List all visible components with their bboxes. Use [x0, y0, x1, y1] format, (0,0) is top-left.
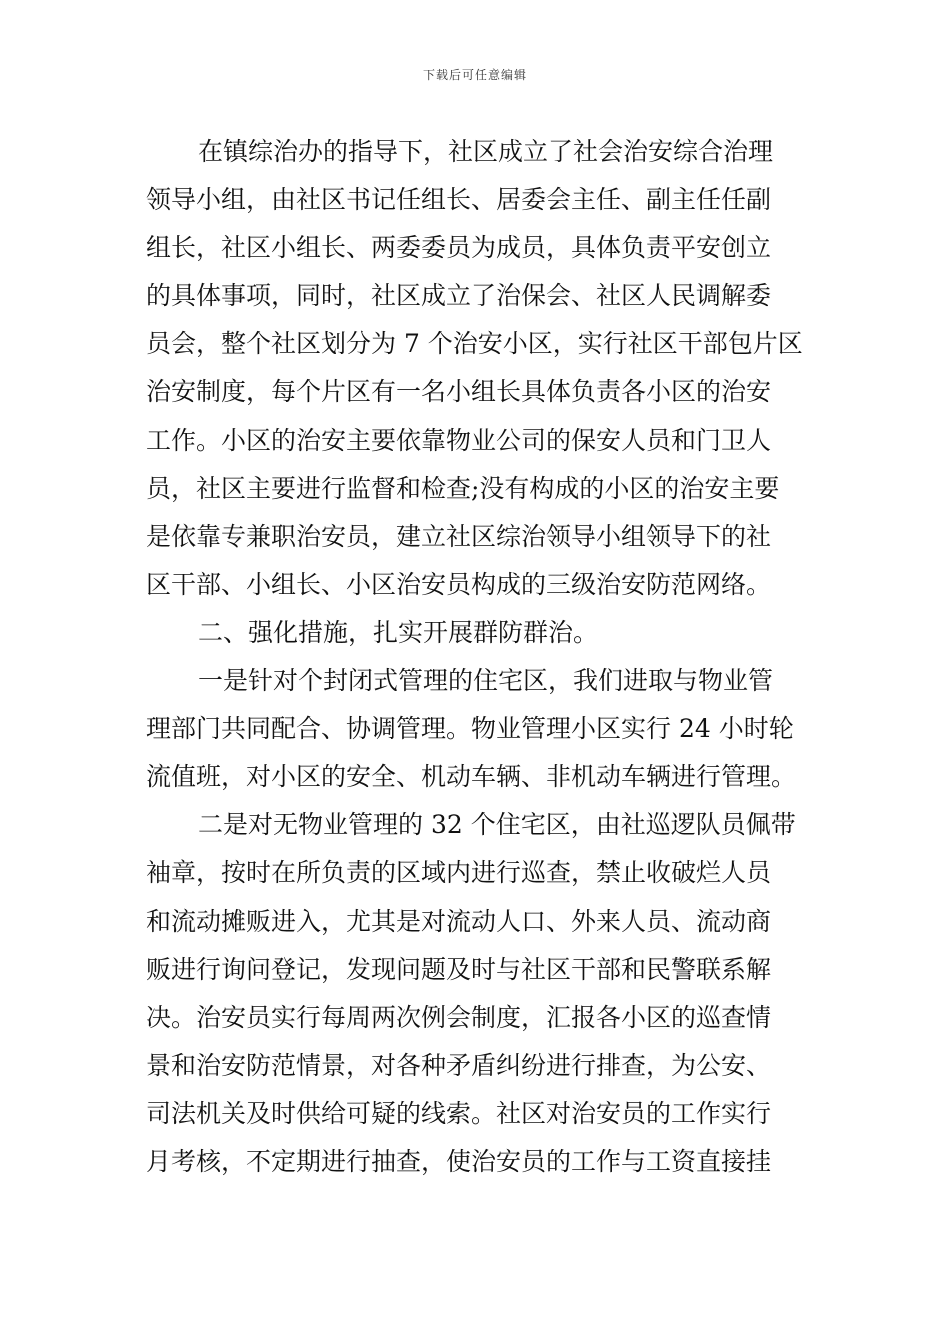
- paragraph-line: 在镇综治办的指导下，社区成立了社会治安综合治理: [198, 137, 774, 166]
- paragraph-line: 贩进行询问登记，发现问题及时与社区干部和民警联系解: [146, 954, 772, 984]
- header-note: 下载后可任意编辑: [422, 68, 527, 82]
- paragraph-line: 袖章，按时在所负责的区域内进行巡查，禁止收破烂人员: [146, 858, 772, 888]
- section-heading: 二、强化措施，扎实开展群防群治。: [198, 617, 599, 647]
- paragraph-line: 员，社区主要进行监督和检查;没有构成的小区的治安主要: [146, 473, 780, 503]
- paragraph-line: 是依靠专兼职治安员，建立社区综治领导小组领导下的社: [146, 521, 772, 551]
- paragraph-line: 的具体事项，同时，社区成立了治保会、社区人民调解委: [146, 281, 772, 311]
- paragraph-line: 景和治安防范情景，对各种矛盾纠纷进行排查，为公安、: [146, 1050, 772, 1080]
- paragraph-line: 决。治安员实行每周两次例会制度，汇报各小区的巡查情: [146, 1002, 772, 1032]
- paragraph-line: 流值班，对小区的安全、机动车辆、非机动车辆进行管理。: [146, 762, 797, 792]
- paragraph-line: 治安制度，每个片区有一名小组长具体负责各小区的治安: [146, 377, 772, 407]
- body-text: [146, 128, 808, 1186]
- paragraph-line: 员会，整个社区划分为 7 个治安小区，实行社区干部包片区: [146, 329, 803, 359]
- paragraph-line: 领导小组，由社区书记任组长、居委会主任、副主任任副: [146, 185, 772, 215]
- paragraph-line: 工作。小区的治安主要依靠物业公司的保安人员和门卫人: [146, 425, 772, 455]
- paragraph-line: 二是对无物业管理的 32 个住宅区，由社巡逻队员佩带: [198, 810, 796, 840]
- paragraph-line: 和流动摊贩进入，尤其是对流动人口、外来人员、流动商: [146, 906, 772, 936]
- paragraph-line: 区干部、小组长、小区治安员构成的三级治安防范网络。: [146, 569, 772, 599]
- paragraph-line: 理部门共同配合、协调管理。物业管理小区实行 24 小时轮: [146, 714, 794, 744]
- paragraph-line: 司法机关及时供给可疑的线索。社区对治安员的工作实行: [146, 1098, 772, 1128]
- paragraph-line: 一是针对个封闭式管理的住宅区，我们进取与物业管: [198, 666, 774, 696]
- paragraph-line: 月考核，不定期进行抽查，使治安员的工作与工资直接挂: [146, 1146, 772, 1176]
- paragraph-line: 组长，社区小组长、两委委员为成员，具体负责平安创立: [146, 233, 772, 263]
